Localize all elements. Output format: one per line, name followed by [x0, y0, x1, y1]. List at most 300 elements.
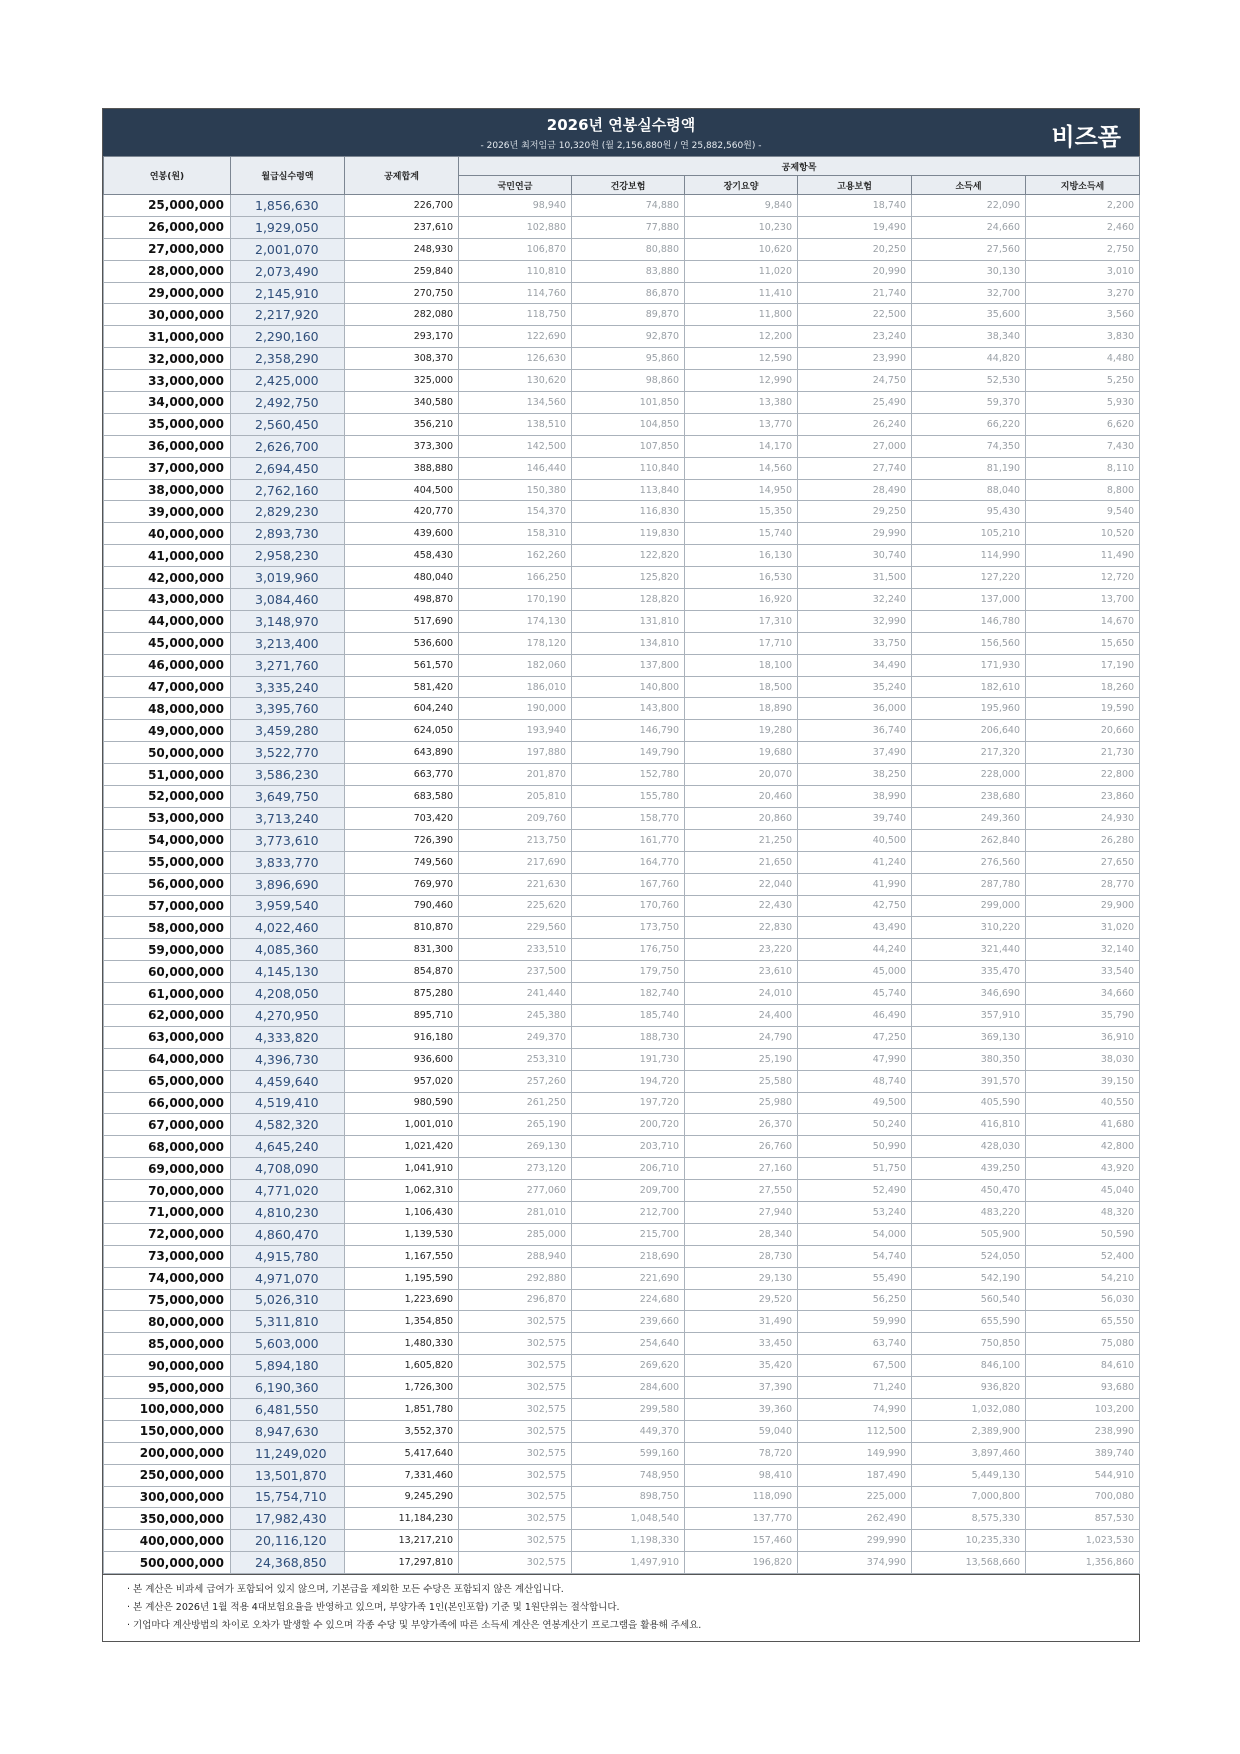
- cell-net-pay: 4,582,320: [231, 1114, 345, 1136]
- cell-income-tax: 346,690: [912, 983, 1026, 1005]
- cell-health: 122,820: [572, 545, 685, 567]
- cell-net-pay: 1,929,050: [231, 216, 345, 238]
- cell-local-tax: 41,680: [1026, 1114, 1140, 1136]
- cell-salary: 95,000,000: [104, 1377, 231, 1399]
- cell-pension: 302,575: [459, 1377, 572, 1399]
- cell-longterm-care: 22,830: [685, 917, 798, 939]
- cell-longterm-care: 16,920: [685, 589, 798, 611]
- cell-longterm-care: 29,130: [685, 1267, 798, 1289]
- cell-health: 197,720: [572, 1092, 685, 1114]
- table-row: [104, 1486, 1140, 1508]
- cell-employment: 59,990: [798, 1311, 912, 1333]
- cell-pension: 122,690: [459, 326, 572, 348]
- cell-total: 1,195,590: [345, 1267, 459, 1289]
- cell-longterm-care: 27,550: [685, 1180, 798, 1202]
- cell-longterm-care: 26,370: [685, 1114, 798, 1136]
- cell-longterm-care: 18,500: [685, 676, 798, 698]
- cell-longterm-care: 118,090: [685, 1486, 798, 1508]
- cell-net-pay: 2,217,920: [231, 304, 345, 326]
- cell-net-pay: 13,501,870: [231, 1464, 345, 1486]
- cell-total: 17,297,810: [345, 1552, 459, 1574]
- cell-pension: 209,760: [459, 807, 572, 829]
- cell-longterm-care: 37,390: [685, 1377, 798, 1399]
- cell-employment: 74,990: [798, 1398, 912, 1420]
- cell-total: 1,726,300: [345, 1377, 459, 1399]
- cell-salary: 54,000,000: [104, 829, 231, 851]
- note-line: · 본 계산은 2026년 1월 적용 4대보험요율을 반영하고 있으며, 부양가족 1인(본인포함) 기준 및 1원단위는 절삭합니다.: [127, 1599, 1129, 1617]
- cell-income-tax: 88,040: [912, 479, 1026, 501]
- cell-local-tax: 24,930: [1026, 807, 1140, 829]
- cell-pension: 245,380: [459, 1004, 572, 1026]
- cell-pension: 158,310: [459, 523, 572, 545]
- cell-pension: 302,575: [459, 1420, 572, 1442]
- cell-net-pay: 3,271,760: [231, 654, 345, 676]
- cell-longterm-care: 137,770: [685, 1508, 798, 1530]
- cell-income-tax: 505,900: [912, 1223, 1026, 1245]
- cell-health: 239,660: [572, 1311, 685, 1333]
- cell-pension: 302,575: [459, 1333, 572, 1355]
- cell-net-pay: 4,270,950: [231, 1004, 345, 1026]
- cell-net-pay: 3,335,240: [231, 676, 345, 698]
- cell-total: 916,180: [345, 1026, 459, 1048]
- cell-income-tax: 524,050: [912, 1245, 1026, 1267]
- cell-salary: 36,000,000: [104, 435, 231, 457]
- cell-total: 458,430: [345, 545, 459, 567]
- cell-local-tax: 14,670: [1026, 610, 1140, 632]
- cell-employment: 32,990: [798, 610, 912, 632]
- cell-health: 176,750: [572, 939, 685, 961]
- table-row: [104, 392, 1140, 414]
- cell-employment: 54,000: [798, 1223, 912, 1245]
- table-row: [104, 610, 1140, 632]
- salary-table-sheet: [102, 108, 1140, 1642]
- cell-health: 194,720: [572, 1070, 685, 1092]
- cell-total: 293,170: [345, 326, 459, 348]
- cell-income-tax: 416,810: [912, 1114, 1026, 1136]
- table-row: [104, 1267, 1140, 1289]
- table-row: [104, 1377, 1140, 1399]
- page-subtitle: - 2026년 최저임금 10,320원 (월 2,156,880원 / 연 25,882,560원) -: [480, 141, 762, 151]
- cell-salary: 56,000,000: [104, 873, 231, 895]
- cell-income-tax: 52,530: [912, 370, 1026, 392]
- cell-health: 182,740: [572, 983, 685, 1005]
- table-row: [104, 895, 1140, 917]
- col-header-total: 공제합계: [345, 157, 459, 195]
- cell-employment: 22,500: [798, 304, 912, 326]
- cell-salary: 30,000,000: [104, 304, 231, 326]
- cell-total: 5,417,640: [345, 1442, 459, 1464]
- cell-salary: 85,000,000: [104, 1333, 231, 1355]
- cell-income-tax: 114,990: [912, 545, 1026, 567]
- cell-net-pay: 4,645,240: [231, 1136, 345, 1158]
- cell-net-pay: 8,947,630: [231, 1420, 345, 1442]
- cell-employment: 38,250: [798, 764, 912, 786]
- cell-net-pay: 11,249,020: [231, 1442, 345, 1464]
- cell-local-tax: 13,700: [1026, 589, 1140, 611]
- table-row: [104, 1223, 1140, 1245]
- cell-pension: 277,060: [459, 1180, 572, 1202]
- cell-net-pay: 3,395,760: [231, 698, 345, 720]
- table-row: [104, 1048, 1140, 1070]
- cell-salary: 59,000,000: [104, 939, 231, 961]
- cell-local-tax: 3,830: [1026, 326, 1140, 348]
- cell-salary: 62,000,000: [104, 1004, 231, 1026]
- cell-health: 113,840: [572, 479, 685, 501]
- cell-salary: 69,000,000: [104, 1158, 231, 1180]
- cell-income-tax: 391,570: [912, 1070, 1026, 1092]
- cell-pension: 229,560: [459, 917, 572, 939]
- cell-employment: 41,990: [798, 873, 912, 895]
- cell-net-pay: 4,022,460: [231, 917, 345, 939]
- cell-health: 158,770: [572, 807, 685, 829]
- cell-pension: 193,940: [459, 720, 572, 742]
- cell-net-pay: 6,481,550: [231, 1398, 345, 1420]
- cell-total: 683,580: [345, 786, 459, 808]
- col-header-item: 지방소득세: [1026, 176, 1140, 195]
- cell-employment: 27,000: [798, 435, 912, 457]
- cell-total: 536,600: [345, 632, 459, 654]
- cell-salary: 63,000,000: [104, 1026, 231, 1048]
- cell-longterm-care: 26,760: [685, 1136, 798, 1158]
- note-line: · 기업마다 계산방법의 차이로 오차가 발생할 수 있으며 각종 수당 및 부양가족에 따른 소득세 계산은 연봉계산기 프로그램을 활용해 주세요.: [127, 1617, 1129, 1635]
- cell-longterm-care: 9,840: [685, 195, 798, 217]
- cell-income-tax: 32,700: [912, 282, 1026, 304]
- table-row: [104, 1026, 1140, 1048]
- cell-pension: 302,575: [459, 1398, 572, 1420]
- cell-salary: 300,000,000: [104, 1486, 231, 1508]
- cell-health: 206,710: [572, 1158, 685, 1180]
- cell-employment: 55,490: [798, 1267, 912, 1289]
- cell-salary: 33,000,000: [104, 370, 231, 392]
- cell-salary: 100,000,000: [104, 1398, 231, 1420]
- cell-salary: 67,000,000: [104, 1114, 231, 1136]
- cell-health: 92,870: [572, 326, 685, 348]
- cell-longterm-care: 19,680: [685, 742, 798, 764]
- cell-pension: 302,575: [459, 1355, 572, 1377]
- cell-local-tax: 9,540: [1026, 501, 1140, 523]
- cell-income-tax: 66,220: [912, 413, 1026, 435]
- cell-income-tax: 127,220: [912, 567, 1026, 589]
- cell-employment: 36,000: [798, 698, 912, 720]
- brand-logo: 비즈폼: [1051, 123, 1121, 151]
- cell-income-tax: 10,235,330: [912, 1530, 1026, 1552]
- table-row: [104, 961, 1140, 983]
- cell-pension: 102,880: [459, 216, 572, 238]
- cell-longterm-care: 13,380: [685, 392, 798, 414]
- table-row: [104, 589, 1140, 611]
- table-row: [104, 326, 1140, 348]
- cell-local-tax: 42,800: [1026, 1136, 1140, 1158]
- cell-salary: 44,000,000: [104, 610, 231, 632]
- cell-total: 749,560: [345, 851, 459, 873]
- cell-pension: 98,940: [459, 195, 572, 217]
- cell-income-tax: 750,850: [912, 1333, 1026, 1355]
- cell-local-tax: 48,320: [1026, 1201, 1140, 1223]
- cell-total: 1,354,850: [345, 1311, 459, 1333]
- cell-longterm-care: 31,490: [685, 1311, 798, 1333]
- cell-longterm-care: 20,460: [685, 786, 798, 808]
- cell-total: 810,870: [345, 917, 459, 939]
- cell-local-tax: 11,490: [1026, 545, 1140, 567]
- cell-income-tax: 22,090: [912, 195, 1026, 217]
- cell-local-tax: 18,260: [1026, 676, 1140, 698]
- cell-longterm-care: 25,980: [685, 1092, 798, 1114]
- cell-pension: 302,575: [459, 1311, 572, 1333]
- cell-income-tax: 7,000,800: [912, 1486, 1026, 1508]
- cell-employment: 262,490: [798, 1508, 912, 1530]
- cell-salary: 52,000,000: [104, 786, 231, 808]
- cell-health: 140,800: [572, 676, 685, 698]
- cell-health: 119,830: [572, 523, 685, 545]
- cell-pension: 265,190: [459, 1114, 572, 1136]
- cell-total: 270,750: [345, 282, 459, 304]
- cell-salary: 31,000,000: [104, 326, 231, 348]
- table-row: [104, 829, 1140, 851]
- cell-employment: 40,500: [798, 829, 912, 851]
- cell-health: 131,810: [572, 610, 685, 632]
- cell-income-tax: 299,000: [912, 895, 1026, 917]
- cell-employment: 35,240: [798, 676, 912, 698]
- cell-local-tax: 65,550: [1026, 1311, 1140, 1333]
- cell-employment: 45,740: [798, 983, 912, 1005]
- cell-health: 104,850: [572, 413, 685, 435]
- cell-total: 831,300: [345, 939, 459, 961]
- table-row: [104, 501, 1140, 523]
- cell-income-tax: 44,820: [912, 348, 1026, 370]
- cell-health: 110,840: [572, 457, 685, 479]
- cell-salary: 39,000,000: [104, 501, 231, 523]
- cell-pension: 249,370: [459, 1026, 572, 1048]
- cell-income-tax: 439,250: [912, 1158, 1026, 1180]
- cell-local-tax: 33,540: [1026, 961, 1140, 983]
- cell-total: 248,930: [345, 238, 459, 260]
- cell-income-tax: 321,440: [912, 939, 1026, 961]
- cell-health: 449,370: [572, 1420, 685, 1442]
- cell-total: 1,062,310: [345, 1180, 459, 1202]
- cell-employment: 44,240: [798, 939, 912, 961]
- table-row: [104, 764, 1140, 786]
- cell-local-tax: 45,040: [1026, 1180, 1140, 1202]
- cell-employment: 112,500: [798, 1420, 912, 1442]
- table-row: [104, 282, 1140, 304]
- cell-net-pay: 3,649,750: [231, 786, 345, 808]
- cell-employment: 47,250: [798, 1026, 912, 1048]
- cell-pension: 182,060: [459, 654, 572, 676]
- cell-total: 581,420: [345, 676, 459, 698]
- cell-net-pay: 3,084,460: [231, 589, 345, 611]
- cell-income-tax: 30,130: [912, 260, 1026, 282]
- cell-health: 164,770: [572, 851, 685, 873]
- cell-total: 325,000: [345, 370, 459, 392]
- col-header-net-pay: 월급실수령액: [231, 157, 345, 195]
- cell-employment: 20,250: [798, 238, 912, 260]
- cell-income-tax: 238,680: [912, 786, 1026, 808]
- cell-health: 161,770: [572, 829, 685, 851]
- cell-salary: 150,000,000: [104, 1420, 231, 1442]
- cell-local-tax: 28,770: [1026, 873, 1140, 895]
- cell-health: 83,880: [572, 260, 685, 282]
- cell-net-pay: 4,145,130: [231, 961, 345, 983]
- cell-net-pay: 4,519,410: [231, 1092, 345, 1114]
- cell-employment: 32,240: [798, 589, 912, 611]
- cell-longterm-care: 15,350: [685, 501, 798, 523]
- cell-net-pay: 3,213,400: [231, 632, 345, 654]
- cell-local-tax: 26,280: [1026, 829, 1140, 851]
- cell-longterm-care: 18,890: [685, 698, 798, 720]
- cell-total: 1,223,690: [345, 1289, 459, 1311]
- table-row: [104, 1311, 1140, 1333]
- cell-total: 1,139,530: [345, 1223, 459, 1245]
- cell-net-pay: 4,333,820: [231, 1026, 345, 1048]
- cell-longterm-care: 17,710: [685, 632, 798, 654]
- table-row: [104, 479, 1140, 501]
- cell-income-tax: 369,130: [912, 1026, 1026, 1048]
- notes-section: [103, 1574, 1139, 1641]
- cell-salary: 64,000,000: [104, 1048, 231, 1070]
- table-row: [104, 1552, 1140, 1574]
- cell-health: 137,800: [572, 654, 685, 676]
- table-row: [104, 523, 1140, 545]
- cell-total: 517,690: [345, 610, 459, 632]
- cell-income-tax: 276,560: [912, 851, 1026, 873]
- cell-income-tax: 228,000: [912, 764, 1026, 786]
- cell-longterm-care: 18,100: [685, 654, 798, 676]
- cell-longterm-care: 17,310: [685, 610, 798, 632]
- table-row: [104, 632, 1140, 654]
- cell-net-pay: 5,603,000: [231, 1333, 345, 1355]
- cell-health: 143,800: [572, 698, 685, 720]
- cell-net-pay: 2,762,160: [231, 479, 345, 501]
- cell-local-tax: 29,900: [1026, 895, 1140, 917]
- table-row: [104, 370, 1140, 392]
- cell-pension: 302,575: [459, 1464, 572, 1486]
- cell-local-tax: 21,730: [1026, 742, 1140, 764]
- cell-total: 1,041,910: [345, 1158, 459, 1180]
- cell-longterm-care: 16,130: [685, 545, 798, 567]
- cell-longterm-care: 15,740: [685, 523, 798, 545]
- cell-salary: 72,000,000: [104, 1223, 231, 1245]
- cell-health: 179,750: [572, 961, 685, 983]
- cell-net-pay: 2,626,700: [231, 435, 345, 457]
- cell-income-tax: 8,575,330: [912, 1508, 1026, 1530]
- cell-longterm-care: 29,520: [685, 1289, 798, 1311]
- cell-total: 356,210: [345, 413, 459, 435]
- cell-employment: 36,740: [798, 720, 912, 742]
- cell-local-tax: 39,150: [1026, 1070, 1140, 1092]
- cell-total: 226,700: [345, 195, 459, 217]
- cell-health: 116,830: [572, 501, 685, 523]
- table-header: [104, 157, 1140, 195]
- cell-income-tax: 35,600: [912, 304, 1026, 326]
- table-row: [104, 720, 1140, 742]
- cell-longterm-care: 11,020: [685, 260, 798, 282]
- col-header-item: 소득세: [912, 176, 1026, 195]
- cell-net-pay: 24,368,850: [231, 1552, 345, 1574]
- table-row: [104, 457, 1140, 479]
- cell-health: 1,497,910: [572, 1552, 685, 1574]
- cell-salary: 71,000,000: [104, 1201, 231, 1223]
- cell-local-tax: 857,530: [1026, 1508, 1140, 1530]
- cell-longterm-care: 10,620: [685, 238, 798, 260]
- cell-longterm-care: 28,730: [685, 1245, 798, 1267]
- cell-employment: 29,250: [798, 501, 912, 523]
- cell-longterm-care: 157,460: [685, 1530, 798, 1552]
- cell-local-tax: 544,910: [1026, 1464, 1140, 1486]
- cell-total: 1,605,820: [345, 1355, 459, 1377]
- cell-salary: 46,000,000: [104, 654, 231, 676]
- cell-income-tax: 1,032,080: [912, 1398, 1026, 1420]
- cell-employment: 37,490: [798, 742, 912, 764]
- cell-income-tax: 105,210: [912, 523, 1026, 545]
- cell-employment: 54,740: [798, 1245, 912, 1267]
- cell-local-tax: 2,750: [1026, 238, 1140, 260]
- cell-net-pay: 2,694,450: [231, 457, 345, 479]
- cell-local-tax: 43,920: [1026, 1158, 1140, 1180]
- cell-total: 1,106,430: [345, 1201, 459, 1223]
- cell-health: 134,810: [572, 632, 685, 654]
- cell-longterm-care: 14,950: [685, 479, 798, 501]
- cell-health: 254,640: [572, 1333, 685, 1355]
- cell-salary: 400,000,000: [104, 1530, 231, 1552]
- cell-income-tax: 428,030: [912, 1136, 1026, 1158]
- cell-health: 185,740: [572, 1004, 685, 1026]
- cell-net-pay: 4,915,780: [231, 1245, 345, 1267]
- cell-employment: 39,740: [798, 807, 912, 829]
- cell-net-pay: 3,586,230: [231, 764, 345, 786]
- cell-health: 170,760: [572, 895, 685, 917]
- cell-employment: 48,740: [798, 1070, 912, 1092]
- cell-longterm-care: 12,990: [685, 370, 798, 392]
- cell-total: 561,570: [345, 654, 459, 676]
- cell-net-pay: 3,896,690: [231, 873, 345, 895]
- cell-total: 237,610: [345, 216, 459, 238]
- cell-health: 98,860: [572, 370, 685, 392]
- cell-income-tax: 195,960: [912, 698, 1026, 720]
- cell-employment: 149,990: [798, 1442, 912, 1464]
- cell-pension: 150,380: [459, 479, 572, 501]
- cell-local-tax: 40,550: [1026, 1092, 1140, 1114]
- cell-salary: 34,000,000: [104, 392, 231, 414]
- cell-salary: 73,000,000: [104, 1245, 231, 1267]
- table-row: [104, 939, 1140, 961]
- cell-income-tax: 262,840: [912, 829, 1026, 851]
- cell-net-pay: 4,810,230: [231, 1201, 345, 1223]
- cell-health: 299,580: [572, 1398, 685, 1420]
- cell-pension: 106,870: [459, 238, 572, 260]
- table-row: [104, 545, 1140, 567]
- col-header-item: 장기요양: [685, 176, 798, 195]
- cell-health: 898,750: [572, 1486, 685, 1508]
- cell-total: 3,552,370: [345, 1420, 459, 1442]
- cell-local-tax: 84,610: [1026, 1355, 1140, 1377]
- cell-total: 895,710: [345, 1004, 459, 1026]
- cell-net-pay: 20,116,120: [231, 1530, 345, 1552]
- cell-local-tax: 17,190: [1026, 654, 1140, 676]
- cell-salary: 47,000,000: [104, 676, 231, 698]
- cell-net-pay: 4,860,470: [231, 1223, 345, 1245]
- cell-longterm-care: 98,410: [685, 1464, 798, 1486]
- cell-longterm-care: 24,010: [685, 983, 798, 1005]
- cell-salary: 41,000,000: [104, 545, 231, 567]
- cell-longterm-care: 13,770: [685, 413, 798, 435]
- cell-health: 74,880: [572, 195, 685, 217]
- cell-local-tax: 2,200: [1026, 195, 1140, 217]
- cell-net-pay: 1,856,630: [231, 195, 345, 217]
- cell-total: 13,217,210: [345, 1530, 459, 1552]
- cell-pension: 302,575: [459, 1552, 572, 1574]
- cell-pension: 233,510: [459, 939, 572, 961]
- cell-salary: 37,000,000: [104, 457, 231, 479]
